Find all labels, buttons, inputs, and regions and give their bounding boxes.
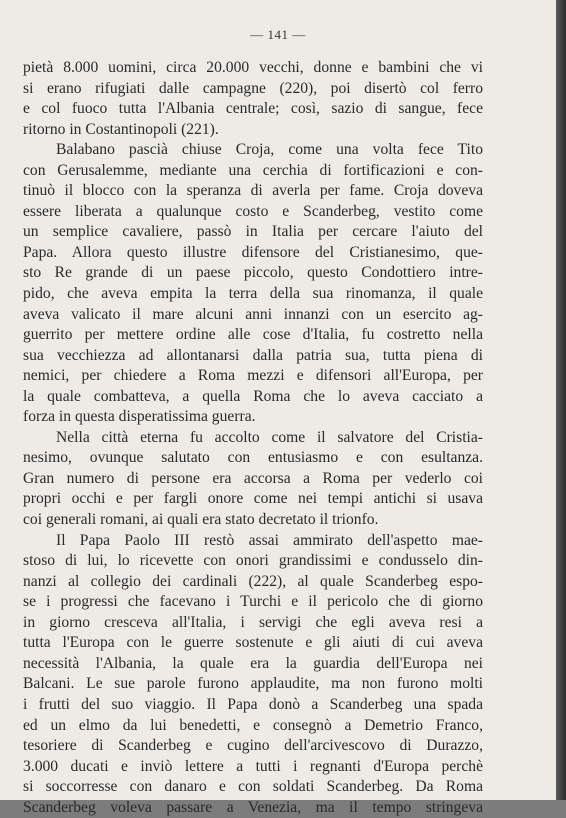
- text-line: Il Papa Paolo III restò assai ammirato dell'aspetto mae-: [56, 531, 483, 549]
- text-line: ritorno in Costantinopoli (221).: [23, 120, 219, 138]
- text-line: ed un elmo da lui benedetti, e consegnò a Demetrio Franco,: [23, 716, 483, 734]
- text-line: Gran numero di persone era accorsa a Roma per vederlo coi: [23, 469, 483, 487]
- text-line: Balcani. Le sue parole furono applaudite, ma non furono molti: [23, 675, 483, 693]
- text-line: propri occhi e per fargli onore come nei tempi antichi si usava: [23, 490, 483, 508]
- text-line: coi generali romani, ai quali era stato decretato il trionfo.: [23, 511, 379, 529]
- text-line: essere liberata a qualunque costo e Scanderbeg, vestito come: [23, 202, 483, 220]
- text-line: forza in questa disperatissima guerra.: [23, 408, 256, 426]
- text-line: si erano rifugiati dalle campagne (220), poi disertò col ferro: [23, 79, 483, 97]
- text-line: e col fuoco tutta l'Albania centrale; così, sazio di sangue, fece: [23, 100, 483, 118]
- text-line: Balabano pascià chiuse Croja, come una volta fece Tito: [56, 141, 483, 159]
- text-line: pido, che aveva empita la terra della sua rinomanza, il quale: [23, 285, 483, 303]
- text-line: pietà 8.000 uomini, circa 20.000 vecchi, donne e bambini che vi: [23, 59, 483, 76]
- text-line: tesoriere di Scanderbeg e cugino dell'arcivescovo di Durazzo,: [23, 737, 483, 755]
- text-line: sto Re grande di un paese piccolo, questo Condottiero intre-: [23, 264, 483, 282]
- text-line: i frutti del suo viaggio. Il Papa donò a Scanderbeg una spada: [23, 695, 483, 713]
- text-line: nanzi al collegio dei cardinali (222), al quale Scanderbeg espo-: [23, 572, 483, 590]
- body-text: [23, 58, 483, 818]
- text-line: necessità l'Albania, la quale era la guardia dell'Europa nei: [23, 654, 483, 672]
- text-line: Scanderbeg voleva passare a Venezia, ma il tempo stringeva: [23, 798, 483, 816]
- page-edge-shadow: [556, 0, 566, 800]
- text-line: stoso di lui, lo ricevette con onori grandissimi e condusselo din-: [23, 552, 483, 570]
- text-line: guerrito per mettere ordine alle cose d'Italia, fu costretto nella: [23, 326, 483, 344]
- text-line: aveva valicato il mare alcuni anni innanzi con un esercito ag-: [23, 305, 483, 323]
- text-line: in giorno cresceva all'Italia, i servigi che egli aveva resi a: [23, 613, 483, 631]
- page-number: — 141 —: [250, 27, 306, 42]
- text-line: nemici, per chiedere a Roma mezzi e difensori all'Europa, per: [23, 367, 483, 385]
- text-line: 3.000 ducati e inviò lettere a tutti i regnanti d'Europa perchè: [23, 757, 483, 775]
- text-line: tutta l'Europa con le guerre sostenute e gli aiuti di cui aveva: [23, 634, 483, 652]
- text-line: Nella città eterna fu accolto come il salvatore del Cristia-: [56, 428, 483, 446]
- text-line: se i progressi che facevano i Turchi e il pericolo che di giorno: [23, 593, 483, 611]
- text-line: la quale combatteva, a quella Roma che lo aveva cacciato a: [23, 387, 483, 405]
- text-line: un semplice cavaliere, passò in Italia per cercare l'aiuto del: [23, 223, 483, 241]
- text-line: Papa. Allora questo illustre difensore del Cristianesimo, que-: [23, 243, 483, 261]
- text-line: sua vecchiezza ad allontanarsi dalla patria sua, tutta piena di: [23, 346, 483, 364]
- text-line: con Gerusalemme, mediante una cerchia di fortificazioni e con-: [23, 161, 483, 179]
- text-line: nesimo, ovunque salutato con entusiasmo e con esultanza.: [23, 449, 483, 467]
- text-line: tinuò il blocco con la speranza di averla per fame. Croja doveva: [23, 182, 483, 200]
- text-line: si soccorresse con danaro e con soldati Scanderbeg. Da Roma: [23, 778, 483, 796]
